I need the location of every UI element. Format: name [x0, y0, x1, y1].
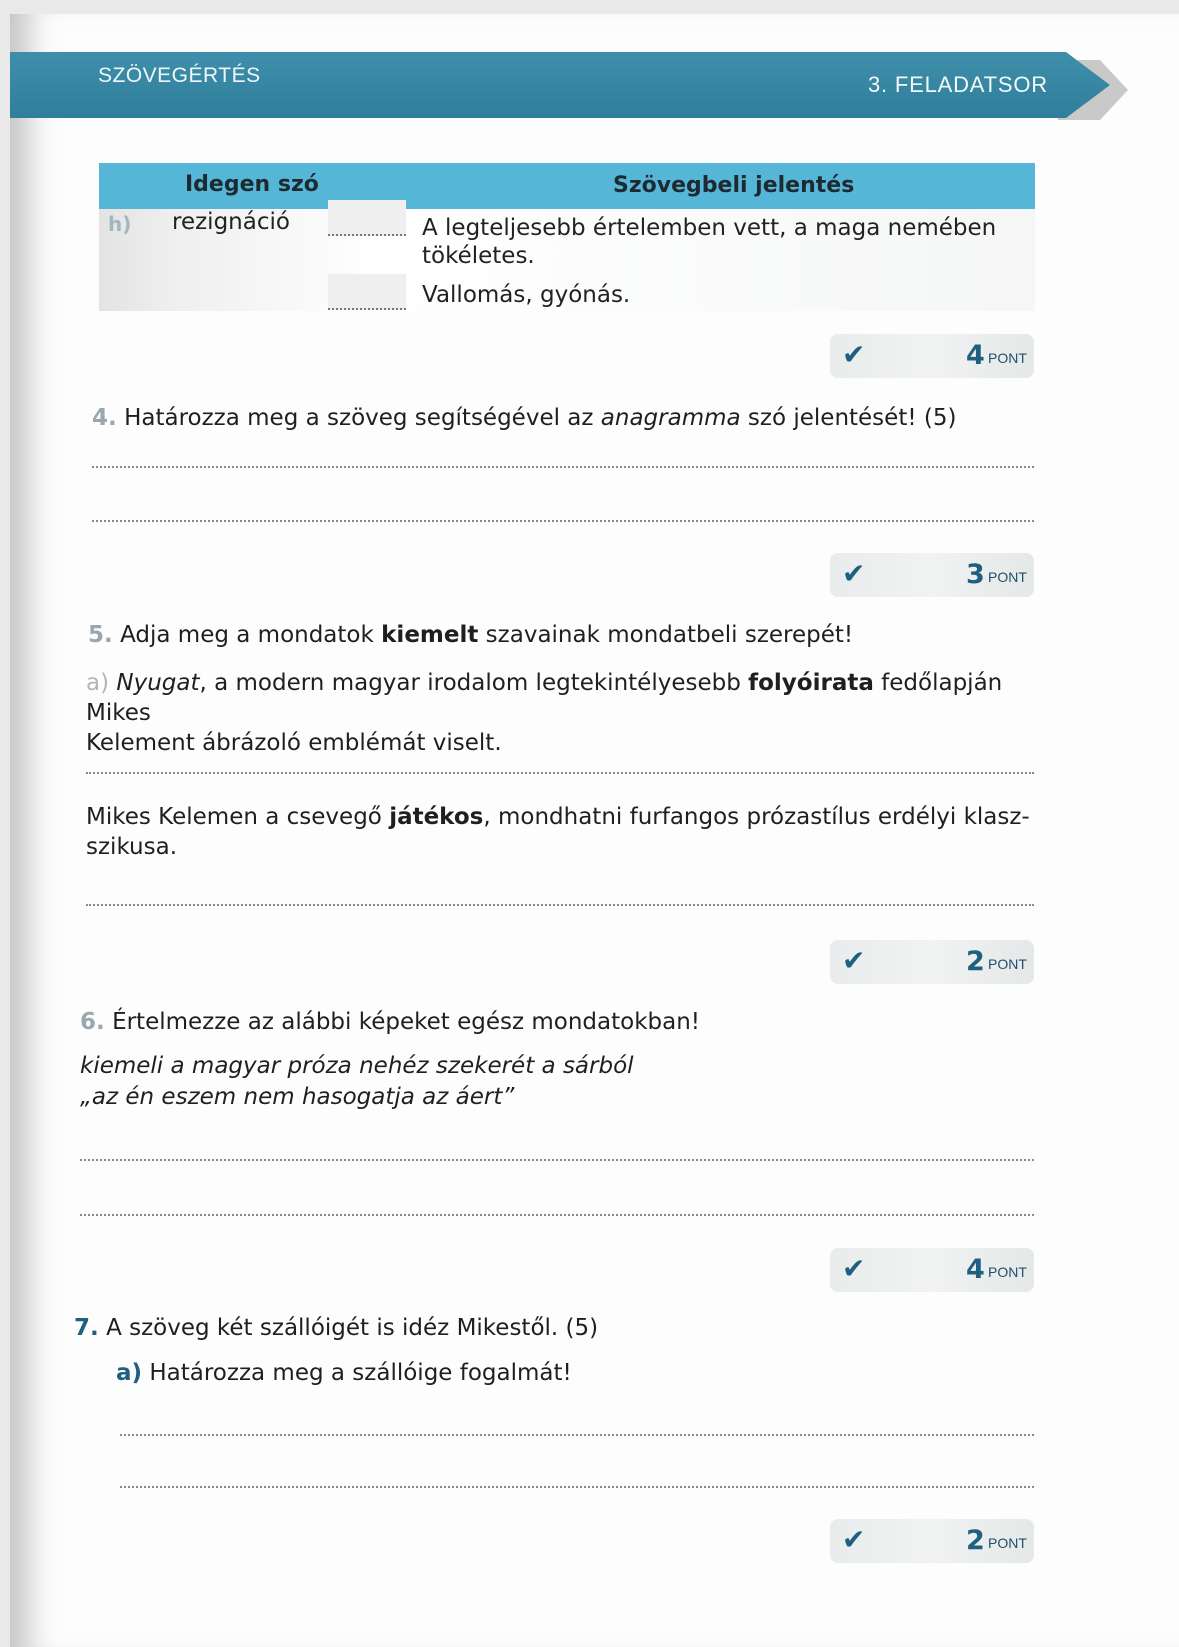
question-4: 4. Határozza meg a szöveg segítségével az anagramma szó jelentését! (5) — [92, 405, 957, 431]
answer-line[interactable] — [120, 1486, 1034, 1488]
score-unit: PONT — [988, 1264, 1027, 1280]
score-points: 3 — [966, 559, 985, 590]
score-badge — [830, 1519, 1034, 1563]
image-phrase-1: kiemeli a magyar próza nehéz szekerét a sárból — [80, 1053, 634, 1079]
answer-line[interactable] — [92, 520, 1034, 522]
score-points: 4 — [966, 1254, 985, 1285]
score-badge — [830, 334, 1034, 378]
question-number: 7. — [74, 1315, 99, 1341]
question-number: 4. — [92, 405, 117, 431]
row-index: h) — [108, 212, 132, 236]
answer-blank-2[interactable] — [328, 274, 406, 310]
sentence-1: a) Nyugat, a modern magyar irodalom legtekintélyesebb folyóirata fedőlapján Mikes Kelement ábrázoló emblémát viselt. — [86, 670, 1003, 756]
question-6: 6. Értelmezze az alábbi képeket egész mondatokban! — [80, 1009, 701, 1035]
section-title: SZÖVEGÉRTÉS — [98, 64, 261, 87]
check-icon: ✔ — [842, 557, 866, 590]
answer-line[interactable] — [86, 772, 1034, 774]
score-badge — [830, 940, 1034, 984]
subquestion-label: a) — [116, 1360, 143, 1386]
answer-line[interactable] — [92, 466, 1034, 468]
answer-line[interactable] — [80, 1214, 1034, 1216]
image-phrase-2: „az én eszem nem hasogatja az áert” — [80, 1084, 515, 1110]
score-unit: PONT — [988, 350, 1027, 366]
foreign-word: rezignáció — [172, 209, 290, 235]
check-icon: ✔ — [842, 944, 866, 977]
answer-line[interactable] — [86, 904, 1034, 906]
question-number: 6. — [80, 1009, 105, 1035]
question-5: 5. Adja meg a mondatok kiemelt szavainak mondatbeli szerepét! — [88, 622, 854, 648]
score-points: 2 — [966, 946, 985, 977]
sentence-2: Mikes Kelemen a csevegő játékos, mondhatni furfangos prózastílus erdélyi klasz- szikusa. — [86, 804, 1030, 860]
score-unit: PONT — [988, 956, 1027, 972]
check-icon: ✔ — [842, 1252, 866, 1285]
column-foreign-word: Idegen szó — [185, 172, 319, 197]
column-meaning: Szövegbeli jelentés — [613, 173, 855, 198]
answer-line[interactable] — [120, 1434, 1034, 1436]
score-badge — [830, 1248, 1034, 1292]
check-icon: ✔ — [842, 338, 866, 371]
score-points: 2 — [966, 1525, 985, 1556]
answer-blank-1[interactable] — [328, 200, 406, 236]
score-points: 4 — [966, 340, 985, 371]
table-header — [99, 163, 1035, 209]
question-7: 7. A szöveg két szállóigét is idéz Mikestől. (5) — [74, 1315, 599, 1341]
score-unit: PONT — [988, 1535, 1027, 1551]
question-7a: a) Határozza meg a szállóige fogalmát! — [116, 1360, 572, 1386]
sentence-index: a) — [86, 670, 110, 696]
task-set-title: 3. FELADATSOR — [868, 72, 1048, 97]
score-badge — [830, 553, 1034, 597]
question-number: 5. — [88, 622, 113, 648]
definition-2: Vallomás, gyónás. — [422, 282, 631, 308]
score-unit: PONT — [988, 569, 1027, 585]
answer-line[interactable] — [80, 1159, 1034, 1161]
check-icon: ✔ — [842, 1523, 866, 1556]
definition-1: A legteljesebb értelemben vett, a maga nemében tökéletes. — [422, 215, 997, 269]
